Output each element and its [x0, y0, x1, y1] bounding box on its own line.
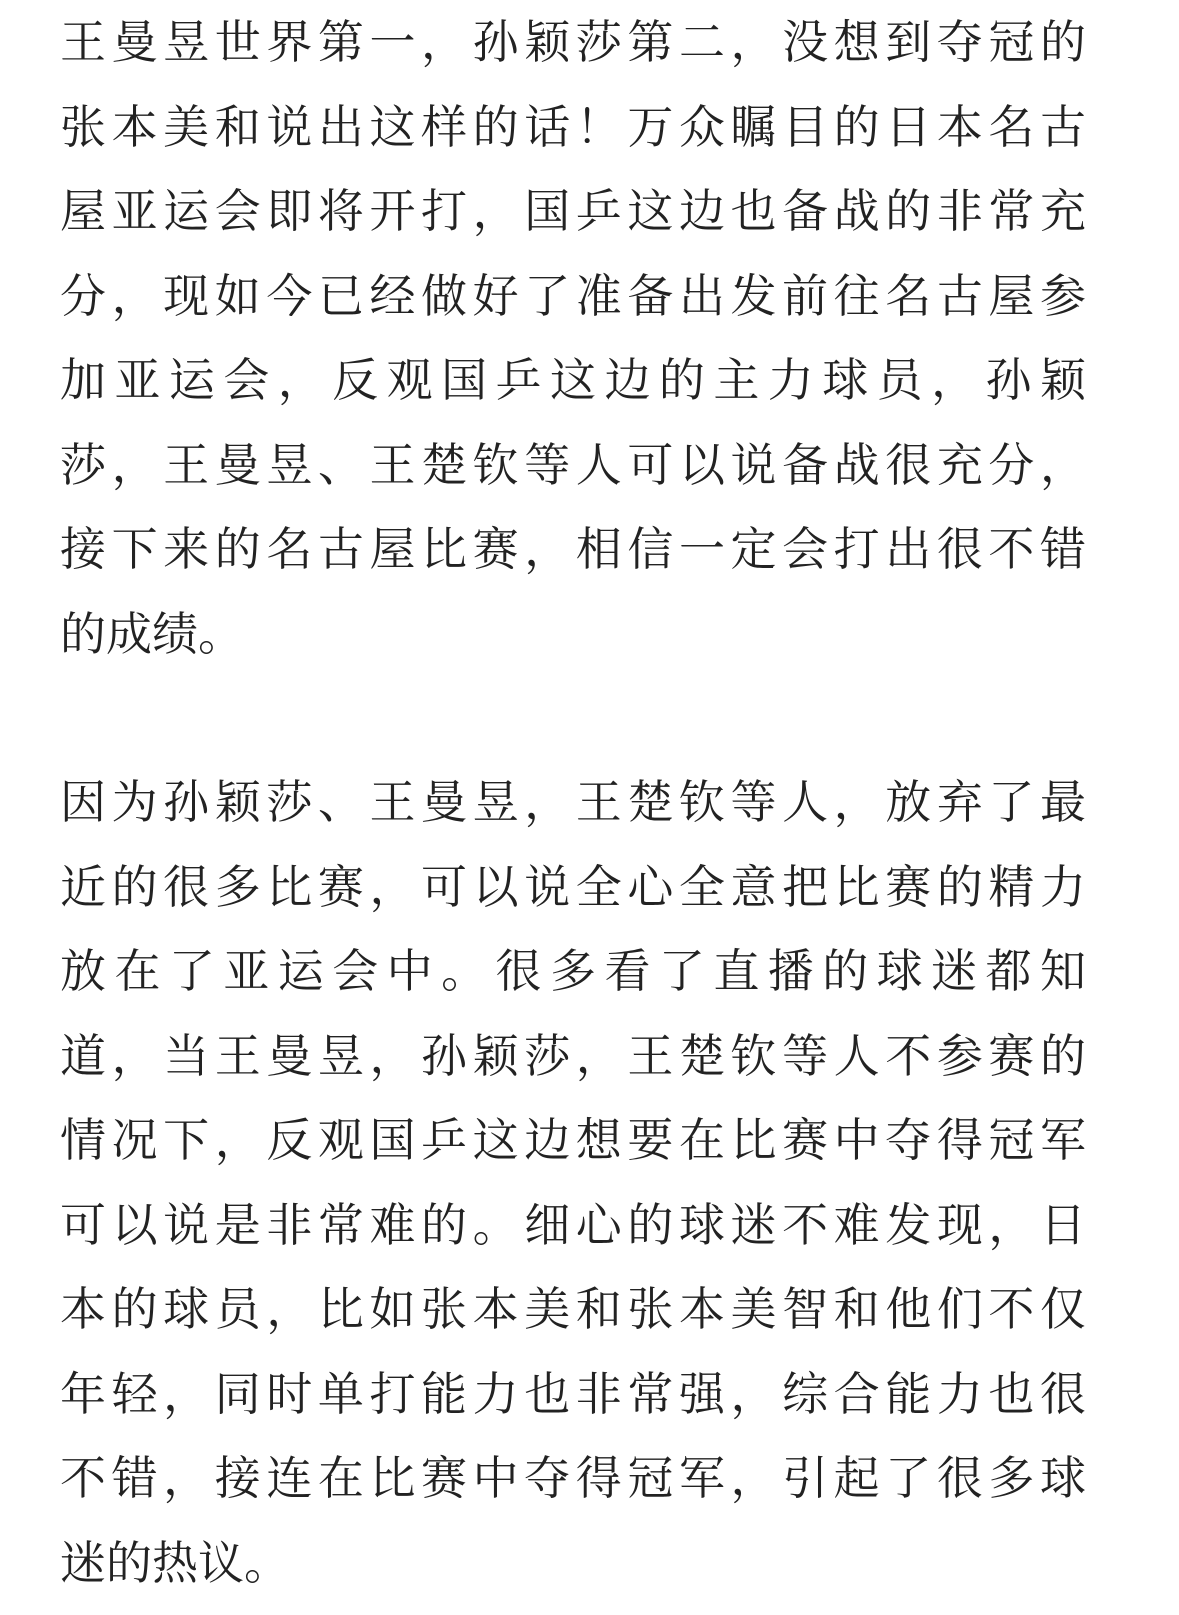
text-line: 年轻，同时单打能力也非常强，综合能力也很	[60, 1366, 1086, 1421]
text-line: 情况下，反观国乒这边想要在比赛中夺得冠军	[60, 1113, 1086, 1167]
text-line: 可以说是非常难的。细心的球迷不难发现，日	[60, 1197, 1086, 1252]
text-line: 屋亚运会即将开打，国乒这边也备战的非常充	[60, 184, 1086, 238]
text-line: 接下来的名古屋比赛，相信一定会打出很不错	[60, 522, 1086, 576]
paragraph-1	[60, 0, 1086, 676]
text-line: 本的球员，比如张本美和张本美智和他们不仅	[60, 1282, 1086, 1336]
text-line: 放在了亚运会中。很多看了直播的球迷都知	[60, 944, 1086, 998]
paragraph-2	[60, 760, 1086, 1605]
text-line: 不错，接连在比赛中夺得冠军，引起了很多球	[60, 1451, 1086, 1505]
article-body	[60, 0, 1086, 1605]
text-line: 加亚运会，反观国乒这边的主力球员，孙颖	[60, 353, 1086, 407]
text-line: 迷的热议。	[60, 1535, 290, 1590]
text-line: 的成绩。	[60, 606, 244, 661]
text-line: 因为孙颖莎、王曼昱，王楚钦等人，放弃了最	[60, 775, 1086, 829]
text-line: 莎，王曼昱、王楚钦等人可以说备战很充分，	[60, 437, 1086, 492]
text-line: 近的很多比赛，可以说全心全意把比赛的精力	[60, 859, 1086, 914]
text-line: 张本美和说出这样的话！万众瞩目的日本名古	[60, 99, 1086, 154]
text-line: 王曼昱世界第一，孙颖莎第二，没想到夺冠的	[60, 15, 1086, 69]
text-line: 道，当王曼昱，孙颖莎，王楚钦等人不参赛的	[60, 1028, 1086, 1083]
text-line: 分，现如今已经做好了准备出发前往名古屋参	[60, 268, 1086, 323]
